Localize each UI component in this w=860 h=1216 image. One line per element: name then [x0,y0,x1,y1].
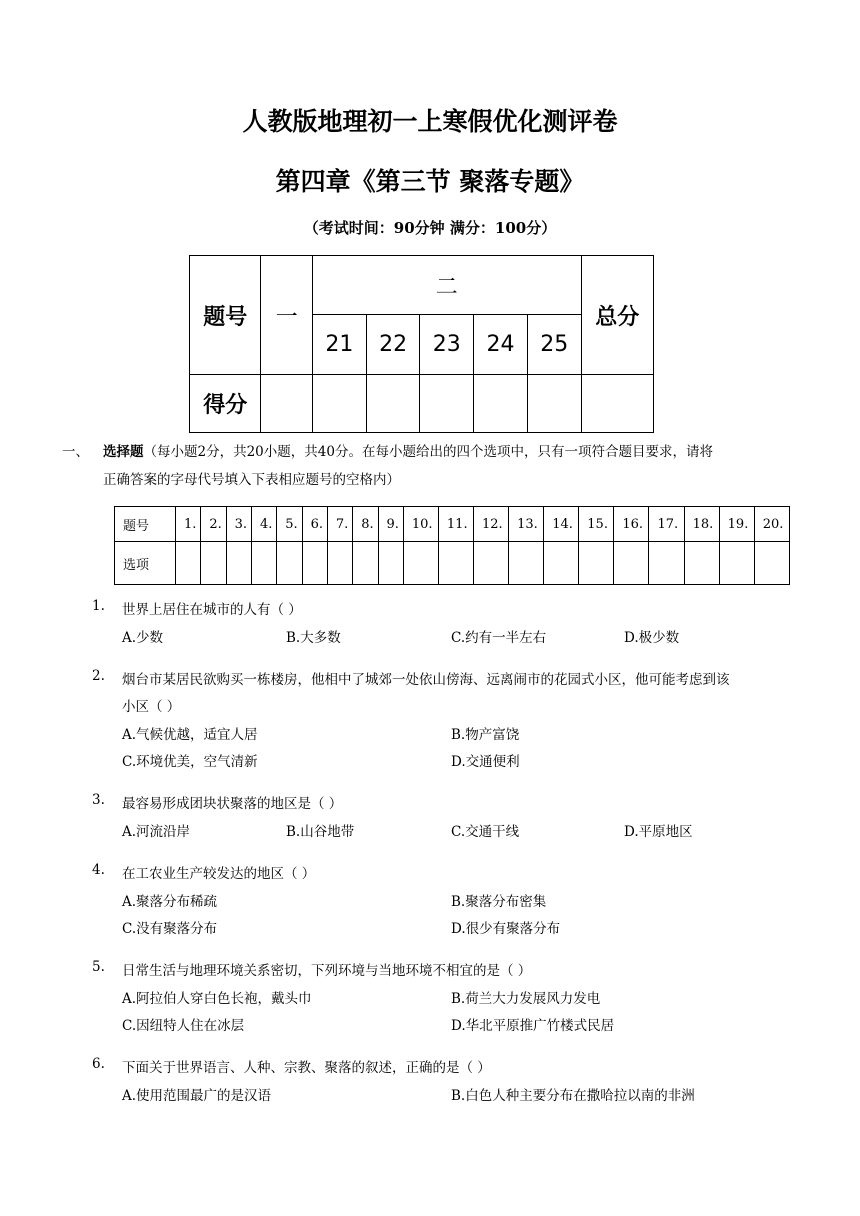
option-c[interactable]: C.约有一半左右 [451,630,547,646]
question-text-line-2: 小区（ ） [122,699,181,715]
answer-table-number: 4. [251,507,276,542]
answer-table-number: 10. [403,507,438,542]
answer-table-number: 3. [226,507,251,542]
answer-table-number: 13. [509,507,544,542]
option-c[interactable]: C.没有聚落分布 [122,921,218,937]
instruction-line-2: 正确答案的字母代号填入下表相应题号的空格内） [103,472,400,488]
option-c[interactable]: C.因纽特人住在冰层 [122,1018,245,1034]
score-table-sub-number: 24 [474,315,528,375]
answer-table-number: 9. [378,507,403,542]
score-cell-23[interactable] [420,375,474,433]
score-cell-25[interactable] [527,375,581,433]
score-cell-24[interactable] [474,375,528,433]
answer-cell-18[interactable] [684,542,719,585]
answer-cell-6[interactable] [302,542,327,585]
option-b[interactable]: B.荷兰大力发展风力发电 [451,991,601,1007]
answer-table-number: 12. [474,507,509,542]
score-table-total-label: 总分 [581,256,653,375]
option-a[interactable]: A.阿拉伯人穿白色长袍，戴头巾 [122,991,312,1007]
answer-cell-9[interactable] [378,542,403,585]
answer-cell-13[interactable] [509,542,544,585]
answer-table-number: 18. [684,507,719,542]
question-number: 2. [92,668,105,684]
question-text: 日常生活与地理环境关系密切，下列环境与当地环境不相宜的是（ ） [122,963,532,979]
answer-table-number: 1. [176,507,201,542]
answer-cell-19[interactable] [719,542,754,585]
option-d[interactable]: D.平原地区 [624,824,693,840]
option-c[interactable]: C.环境优美，空气清新 [122,754,258,770]
option-b[interactable]: B.白色人种主要分布在撒哈拉以南的非洲 [451,1088,695,1104]
option-c[interactable]: C.交通干线 [451,824,520,840]
answer-cell-4[interactable] [251,542,276,585]
answer-table-number: 19. [719,507,754,542]
score-table-sub-number: 22 [366,315,420,375]
option-a[interactable]: A.河流沿岸 [122,824,191,840]
option-d[interactable]: D.交通便利 [451,754,520,770]
score-table-part-one: 一 [261,256,313,375]
answer-table-option-label: 选项 [115,542,176,585]
answer-cell-11[interactable] [438,542,473,585]
answer-cell-16[interactable] [614,542,649,585]
score-table-question-label: 题号 [190,256,261,375]
question-text-line-1: 烟台市某居民欲购买一栋楼房，他相中了城郊一处依山傍海、远离闹市的花园式小区，他可能考虑到该 [122,672,730,688]
answer-cell-2[interactable] [201,542,226,585]
answer-table-number: 20. [754,507,789,542]
answer-table-number: 8. [353,507,378,542]
answer-cell-5[interactable] [277,542,302,585]
option-a[interactable]: A.聚落分布稀疏 [122,894,218,910]
answer-table-number: 17. [649,507,684,542]
option-a[interactable]: A.气候优越，适宜人居 [122,727,258,743]
chapter-subtitle: 第四章《第三节 聚落专题》 [275,167,585,196]
answer-cell-20[interactable] [754,542,789,585]
answer-table-number: 7. [327,507,352,542]
score-table-part-two: 二 [313,256,582,315]
answer-table-number: 16. [614,507,649,542]
question-number: 5. [92,959,105,975]
question-number: 1. [92,598,105,614]
score-cell-22[interactable] [366,375,420,433]
answer-cell-17[interactable] [649,542,684,585]
score-table-sub-number: 21 [313,315,367,375]
exam-info: （考试时间：90分钟 满分：100分） [303,219,557,237]
instruction-line-1: （每小题2分，共20小题，共40分。在每小题给出的四个选项中，只有一项符合题目要求，请将 [143,444,713,460]
answer-cell-12[interactable] [474,542,509,585]
option-b[interactable]: B.大多数 [286,630,341,646]
section-number: 一、 [62,444,89,460]
question-number: 6. [92,1056,105,1072]
question-number: 3. [92,792,105,808]
option-a[interactable]: A.少数 [122,630,164,646]
page-title: 人教版地理初一上寒假优化测评卷 [242,107,618,136]
section-instructions [103,438,803,467]
option-d[interactable]: D.很少有聚落分布 [451,921,561,937]
section-heading: 选择题 [103,444,144,460]
option-d[interactable]: D.极少数 [624,630,680,646]
option-b[interactable]: B.山谷地带 [286,824,355,840]
option-b[interactable]: B.聚落分布密集 [451,894,547,910]
answer-table-number: 14. [544,507,579,542]
answer-cell-1[interactable] [176,542,201,585]
answer-table-number: 2. [201,507,226,542]
question-text: 下面关于世界语言、人种、宗教、聚落的叙述，正确的是（ ） [122,1060,491,1076]
score-cell-total[interactable] [581,375,653,433]
score-cell-part-one[interactable] [261,375,313,433]
answer-cell-3[interactable] [226,542,251,585]
answer-cell-15[interactable] [579,542,614,585]
option-a[interactable]: A.使用范围最广的是汉语 [122,1088,272,1104]
question-text: 在工农业生产较发达的地区（ ） [122,866,316,882]
answer-table-number: 5. [277,507,302,542]
answer-table-number: 11. [438,507,473,542]
answer-cell-7[interactable] [327,542,352,585]
answer-cell-10[interactable] [403,542,438,585]
score-table-sub-number: 23 [420,315,474,375]
answer-table [114,506,790,585]
answer-table-number: 6. [302,507,327,542]
option-d[interactable]: D.华北平原推广竹楼式民居 [451,1018,615,1034]
answer-table-number: 15. [579,507,614,542]
score-table-score-label: 得分 [190,375,261,433]
question-number: 4. [92,862,105,878]
option-b[interactable]: B.物产富饶 [451,727,520,743]
score-table-sub-number: 25 [527,315,581,375]
question-text: 世界上居住在城市的人有（ ） [122,602,302,618]
answer-table-question-label: 题号 [115,507,176,542]
answer-cell-14[interactable] [544,542,579,585]
score-cell-21[interactable] [313,375,367,433]
score-table [189,255,654,433]
answer-cell-8[interactable] [353,542,378,585]
question-text: 最容易形成团块状聚落的地区是（ ） [122,796,343,812]
